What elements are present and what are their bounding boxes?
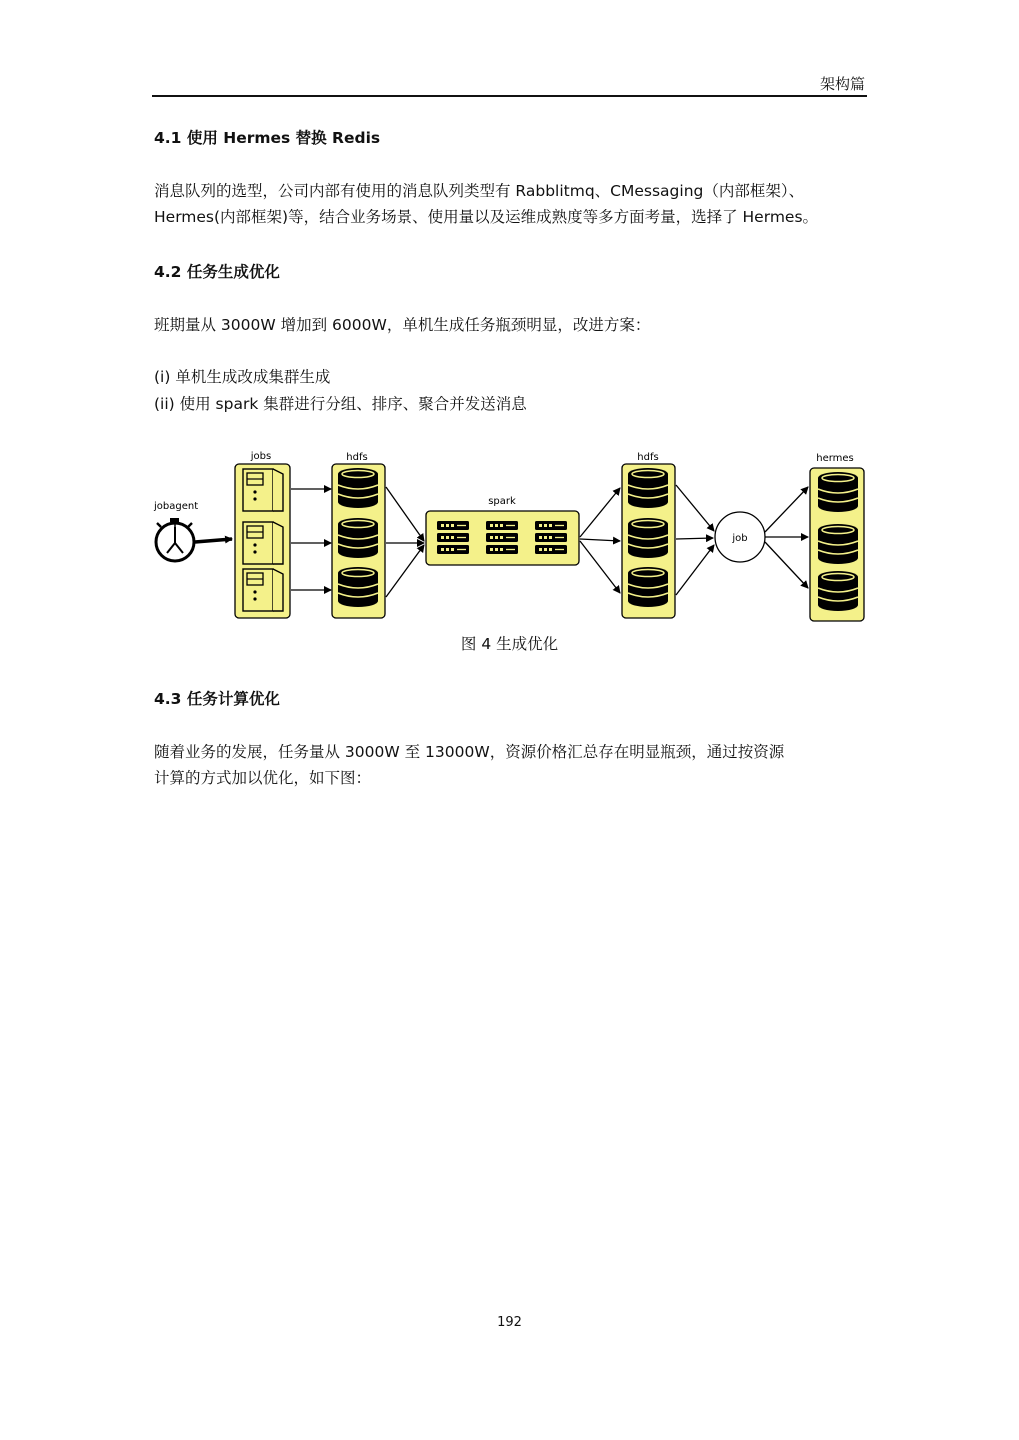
- section-4-3-paragraph: [154, 739, 869, 791]
- paragraph-line: 计算的方式加以优化，如下图：: [154, 769, 372, 787]
- section-heading-4-1: 4.1 使用 Hermes 替换 Redis: [154, 129, 381, 147]
- paragraph-line: 随着业务的发展，任务量从 3000W 至 13000W，资源价格汇总存在明显瓶颈，通过按资源: [154, 743, 785, 761]
- page-number: 192: [497, 1315, 522, 1330]
- database-icon: [338, 468, 378, 508]
- label-hdfs-right: hdfs: [637, 452, 659, 463]
- database-icon: [628, 518, 668, 558]
- arrow: [676, 538, 713, 539]
- label-spark: spark: [488, 496, 516, 507]
- database-icon: [628, 468, 668, 508]
- server-tower-icon: [243, 522, 283, 564]
- database-icon: [338, 567, 378, 607]
- arrow: [676, 545, 714, 595]
- list-item: (ii) 使用 spark 集群进行分组、排序、聚合并发送消息: [154, 395, 527, 413]
- arrow: [386, 545, 424, 597]
- rack-server-icon: [486, 545, 518, 554]
- rack-server-icon: [535, 533, 567, 542]
- label-jobagent: jobagent: [154, 501, 199, 512]
- label-jobs: jobs: [250, 451, 272, 462]
- rack-server-icon: [535, 521, 567, 530]
- arrow: [676, 485, 714, 531]
- section-heading-4-2: 4.2 任务生成优化: [154, 263, 280, 281]
- section-heading-4-3: 4.3 任务计算优化: [154, 690, 280, 708]
- database-icon: [818, 472, 858, 512]
- rack-server-icon: [535, 545, 567, 554]
- arrow: [386, 487, 424, 541]
- list-item: (i) 单机生成改成集群生成: [154, 368, 331, 386]
- stopwatch-icon: [156, 518, 194, 561]
- running-header: 架构篇: [819, 75, 865, 93]
- label-job: job: [732, 533, 748, 544]
- rack-server-icon: [437, 533, 469, 542]
- rack-server-icon: [437, 545, 469, 554]
- paragraph-line: 消息队列的选型，公司内部有使用的消息队列类型有 Rabblitmq、CMessaging（内部框架）、: [154, 182, 805, 200]
- database-icon: [628, 567, 668, 607]
- rack-server-icon: [437, 521, 469, 530]
- arrow: [195, 539, 232, 542]
- rack-server-icon: [486, 521, 518, 530]
- paragraph-line: Hermes(内部框架)等，结合业务场景、使用量以及运维成熟度等多方面考量，选择了 Hermes。: [154, 208, 819, 226]
- figure-caption: 图 4 生成优化: [460, 635, 559, 653]
- arrow: [580, 539, 620, 541]
- arrow: [580, 488, 620, 537]
- section-4-1-paragraph: [154, 178, 869, 230]
- database-icon: [818, 571, 858, 611]
- header-rule: [152, 95, 867, 97]
- label-hermes: hermes: [816, 453, 854, 464]
- database-icon: [818, 524, 858, 564]
- arrow: [765, 487, 808, 532]
- section-4-2-paragraph: 班期量从 3000W 增加到 6000W，单机生成任务瓶颈明显，改进方案：: [154, 316, 651, 334]
- server-tower-icon: [243, 569, 283, 611]
- rack-server-icon: [486, 533, 518, 542]
- arrow: [765, 542, 808, 588]
- label-hdfs-left: hdfs: [346, 452, 368, 463]
- server-tower-icon: [243, 469, 283, 511]
- generation-optimization-diagram: [150, 445, 870, 625]
- arrow: [580, 541, 620, 593]
- database-icon: [338, 518, 378, 558]
